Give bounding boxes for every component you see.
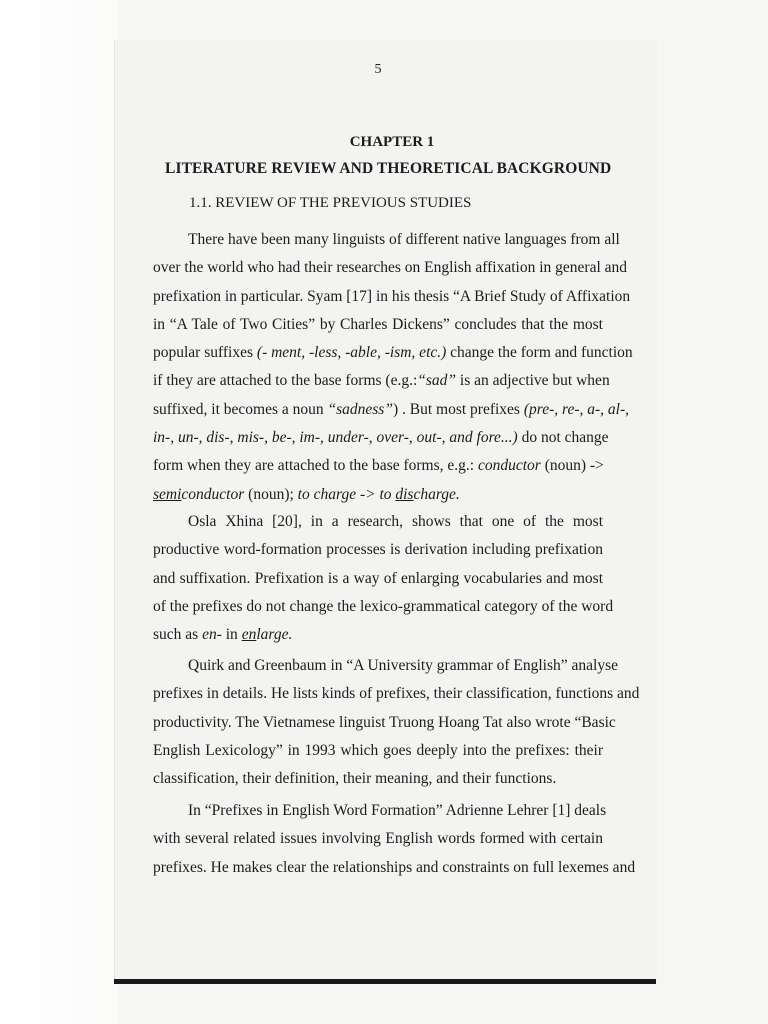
page-number: 5 bbox=[374, 62, 382, 77]
text-line: prefixation in particular. Syam [17] in his thesis “A Brief Study of Affixation bbox=[153, 287, 631, 305]
text-line: of the prefixes do not change the lexico-grammatical category of the word bbox=[153, 597, 614, 615]
text-line: suffixed, it becomes a noun “sadness”) . But most prefixes (pre-, re-, a-, al-, bbox=[153, 400, 629, 418]
text-line: There have been many linguists of different native languages from all bbox=[188, 231, 620, 248]
text-line: English Lexicology” in 1993 which goes deeply into the prefixes: their bbox=[153, 741, 603, 759]
chapter-heading: CHAPTER 1 bbox=[349, 134, 435, 150]
text-line: with several related issues involving English words formed with certain bbox=[153, 830, 603, 848]
text-line: In “Prefixes in English Word Formation” Adrienne Lehrer [1] deals bbox=[188, 802, 607, 819]
text-line: semiconductor (noun); to charge -> to discharge. bbox=[153, 485, 460, 503]
paragraph-3 bbox=[153, 652, 640, 793]
text-line: classification, their definition, their meaning, and their functions. bbox=[153, 770, 557, 788]
text-line: if they are attached to the base forms (e.g.:“sad” is an adjective but when bbox=[153, 372, 610, 390]
text-line: Quirk and Greenbaum in “A University grammar of English” analyse bbox=[188, 657, 619, 674]
text-line: such as en- in enlarge. bbox=[153, 626, 293, 644]
text-line: in-, un-, dis-, mis-, be-, im-, under-, over-, out-, and fore...) do not change bbox=[153, 429, 609, 447]
text-line: prefixes in details. He lists kinds of prefixes, their classification, functions and bbox=[153, 685, 640, 703]
section-heading: 1.1. REVIEW OF THE PREVIOUS STUDIES bbox=[189, 195, 472, 211]
text-line: productive word-formation processes is derivation including prefixation bbox=[153, 541, 603, 559]
paragraph-4 bbox=[153, 797, 636, 882]
text-line: and suffixation. Prefixation is a way of enlarging vocabularies and most bbox=[153, 569, 603, 587]
text-line: form when they are attached to the base forms, e.g.: conductor (noun) -> bbox=[153, 457, 604, 475]
chapter-title: LITERATURE REVIEW AND THEORETICAL BACKGROUND bbox=[165, 160, 612, 177]
text-line: productivity. The Vietnamese linguist Truong Hoang Tat also wrote “Basic bbox=[153, 713, 616, 731]
page-bottom-edge bbox=[114, 979, 656, 984]
paragraph-2 bbox=[153, 508, 614, 649]
paragraph-1 bbox=[153, 226, 633, 509]
scan-margin bbox=[0, 0, 118, 1024]
text-line: Osla Xhina [20], in a research, shows that one of the most bbox=[188, 513, 603, 530]
text-line: prefixes. He makes clear the relationships and constraints on full lexemes and bbox=[153, 858, 636, 876]
text-line: in “A Tale of Two Cities” by Charles Dickens” concludes that the most bbox=[153, 315, 603, 333]
text-line: popular suffixes (- ment, -less, -able, -ism, etc.) change the form and function bbox=[153, 344, 633, 362]
text-line: over the world who had their researches on English affixation in general and bbox=[153, 259, 628, 277]
